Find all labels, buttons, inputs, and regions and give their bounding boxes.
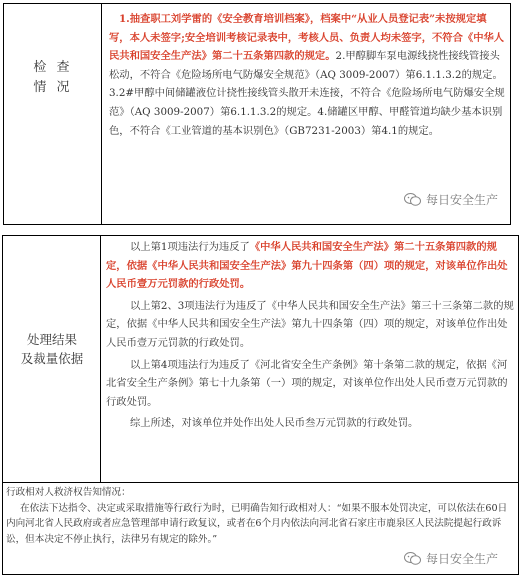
inspection-content <box>109 10 505 140</box>
decision-paragraph-4: 综上所述，对该单位并处作出处人民币叁万元罚款的行政处罚。 <box>130 417 419 430</box>
inspection-findings-2-4: 2.甲醇脚车泵电源线挠性接线管接头松动，不符合《危险场所电气防爆安全规范》（AQ 3009-2007）第6.1.1.3.2的规定。3.2#甲醇中间储罐液位计挠性接线管头散开未连接，不符合《危险场所电气防爆安全规范》（AQ 3009-2007）第6.1.1.3.2的规定。4.储罐区甲醇、甲醛管道均缺少基本识别色，不符合《工业管道的基本识别色》（GB7231-2003）第4.1的规定。 <box>109 50 505 137</box>
inspection-finding-1: 1.抽查职工刘学雷的《安全教育培训档案》，档案中“从业人员登记表”未按规定填写，本人未签字;安全培训考核记录表中，考核人员、负责人均未签字，不符合《中华人民共和国安全生产法》第二十五条第四款的规定。 <box>109 13 505 63</box>
remedy-heading: 行政相对人救济权告知情况： <box>6 487 131 498</box>
decision-label <box>6 330 98 368</box>
watermark-text: 每日安全生产 <box>426 193 499 207</box>
inspection-column-divider <box>101 3 102 225</box>
decision-section <box>0 235 523 583</box>
decision-paragraph-2: 以上第2、3项违法行为违反了《中华人民共和国安全生产法》第三十三条第二款的规定，依据《中华人民共和国安全生产法》第九十四条第（四）项的规定，对该单位作出处人民币壹万元罚款的行政处罚。 <box>106 299 514 349</box>
decision-paragraph-1 <box>106 238 514 294</box>
decision-row-divider <box>2 482 519 483</box>
remedy-body: 在依法下达指令、决定或采取措施等行政行为时，已明确告知行政相对人：“如果不服本处罚决定，可以依法在60日内向河北省人民政府或者应急管理部申请行政复议，或者在6个月内依法向河北省石家庄市鹿泉区人民法院提起行政诉讼，但本决定不停止执行，法律另有规定的除外。” <box>6 502 508 545</box>
decision-column-divider <box>100 235 101 482</box>
decision-label-line2: 及裁量依据 <box>20 351 84 366</box>
wechat-icon <box>404 193 421 206</box>
decision-content <box>106 238 514 436</box>
decision-para1-lead: 以上第1项违法行为违反了 <box>130 241 250 253</box>
inspection-label-line1: 检 查 <box>33 60 73 75</box>
watermark-text: 每日安全生产 <box>426 552 499 566</box>
remedy-rights-notice <box>6 485 514 547</box>
decision-paragraph-3: 以上第4项违法行为违反了《河北省安全生产条例》第十条第二款的规定，依据《河北省安全生产条例》第七十九条第（一）项的规定，对该单位作出处人民币壹万元罚款的行政处罚。 <box>106 358 508 408</box>
inspection-label-line2: 情 况 <box>33 80 73 95</box>
watermark-top <box>404 191 498 208</box>
wechat-icon <box>404 552 421 565</box>
decision-para1-penalty: 《中华人民共和国安全生产法》第二十五条第四款的规定，依据《中华人民共和国安全生产法》第九十四条第（四）项的规定，对该单位作出处人民币壹万元罚款的行政处罚。 <box>106 241 508 291</box>
watermark-bottom <box>404 550 498 567</box>
inspection-section <box>0 0 523 228</box>
decision-label-line1: 处理结果 <box>26 332 77 347</box>
inspection-label <box>10 58 96 98</box>
